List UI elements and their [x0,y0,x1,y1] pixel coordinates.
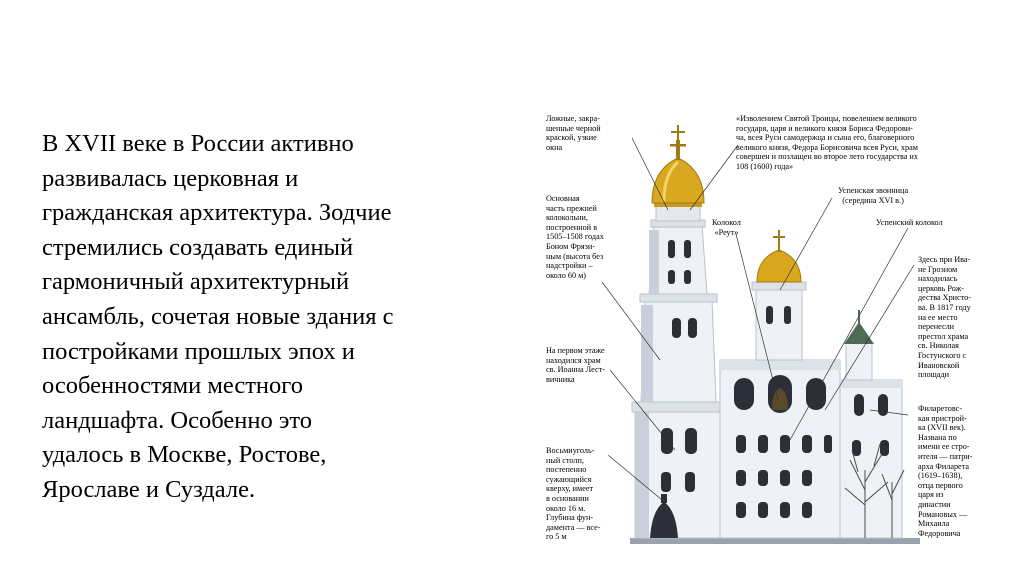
annotation-reut-bell: Колокол «Реут» [712,218,741,237]
filaret-annex [840,310,904,538]
annotation-old-bell-tower: Основная часть прежней колокольни, построенной в 1505–1508 годах Боном Фрязи- ным (высота без надстройки – около 60 м) [546,194,604,280]
text-line: Ярославе и Суздале. [42,475,256,503]
text-line: постройками прошлых эпох и [42,337,355,365]
annotation-first-floor: На первом этаже находился храм св. Иоанна Лест- вичника [546,346,605,384]
text-line: особенностями местного [42,372,303,400]
ivan-tower [632,125,723,538]
ground [630,538,920,544]
annotation-assumption-bell: Успенский колокол [876,218,943,227]
text-line: стремились создавать единый [42,233,354,261]
assumption-belfry [720,230,840,538]
bell-tower-illustration [540,110,1010,560]
annotation-belfry: Успенская звонница (середина XVI в.) [838,186,909,205]
text-line: В XVII веке в России активно [42,130,354,157]
text-line: ландшафта. Особенно это [42,406,313,434]
annotation-church-site: Здесь при Ива- не Грозном находилась церковь Рож- дества Христо- ва. В 1817 году на ее место перенесли престол храма св. Николая Гостунского с Ивановской площади [918,255,971,380]
annotation-inscription: «Изволением Святой Троицы, повелением великого государя, царя и великого князя Бориса Федорови- ча, всея Руси самодержца и сына его, благоверного великого князя, Федора Борисовича всея Руси, храм совершен и позлащен во второе лето государства их 108 (1600) года» [736,114,918,171]
text-line: развивалась церковная и [42,164,299,192]
annotation-octagon: Восьмиуголь- ный столп, постепенно сужающийся кверху, имеет в основании около 16 м. Глубина фун- дамента — все- го 5 м [546,446,601,542]
text-line: гармоничный архитектурный [42,268,350,296]
annotation-false-windows: Ложные, закра- шенные черной краской, узкие окна [546,114,601,152]
text-line: ансамбль, сочетая новые здания с [42,302,394,330]
text-line: гражданская архитектура. Зодчие [42,199,392,227]
main-text [42,127,482,508]
text-line: удалось в Москве, Ростове, [42,441,327,469]
annotation-filaret: Филаретовс- кая пристрой- ка (XVII век). Названа по имени ее стро- ителя — патри- арха Филарета (1619–1638), отца первого царя из династии Романовых — Михаила Федоровича [918,404,973,538]
